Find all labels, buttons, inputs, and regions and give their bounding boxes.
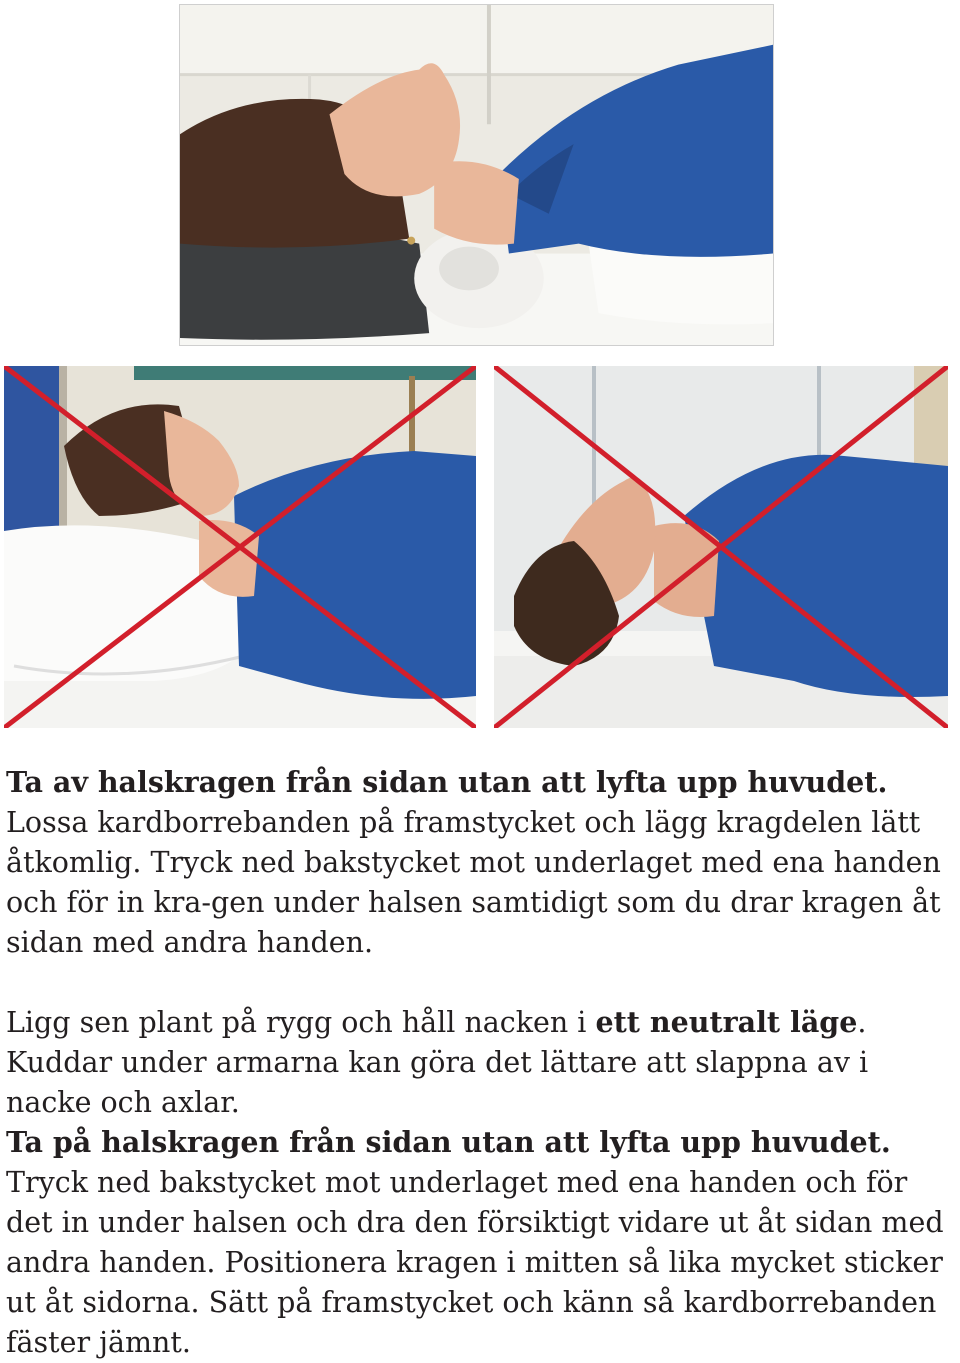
instruction-neutral-emphasis: ett neutralt läge xyxy=(595,1005,858,1039)
instruction-remove-collar xyxy=(6,762,946,963)
instruction-put-on-collar xyxy=(6,1122,946,1363)
instruction-remove-collar-lead: Ta av halskragen från sidan utan att lyfta upp huvudet. xyxy=(6,765,888,799)
instruction-neutral-intro: Ligg sen plant på rygg och håll nacken i xyxy=(6,1006,596,1039)
instruction-put-on-collar-lead: Ta på halskragen från sidan utan att lyfta upp huvudet. xyxy=(6,1125,891,1159)
instruction-put-on-collar-body: Tryck ned bakstycket mot underlaget med ena handen och för det in under halsen och dra den försiktigt vidare ut åt sidan med andra handen. Positionera kragen i mitten så lika mycket sticker ut åt sidorna. Sätt på framstycket och känn så kardborrebanden fäster jämnt. xyxy=(6,1166,944,1359)
photo-incorrect-thick-pillow xyxy=(4,366,476,728)
instruction-remove-collar-body: Lossa kardborrebanden på framstycket och lägg kragdelen lätt åtkomlig. Tryck ned bakstycket mot underlaget med ena handen och för in kra-gen under halsen samtidigt som du drar kragen åt sidan med andra handen. xyxy=(6,806,941,959)
photo-incorrect-no-pillow xyxy=(494,366,948,728)
photo-correct-position xyxy=(179,4,774,346)
instruction-neutral-position xyxy=(6,1002,946,1123)
instruction-neutral-rest: . Kuddar under armarna kan göra det lättare att slappna av i nacke och axlar. xyxy=(6,1006,869,1119)
